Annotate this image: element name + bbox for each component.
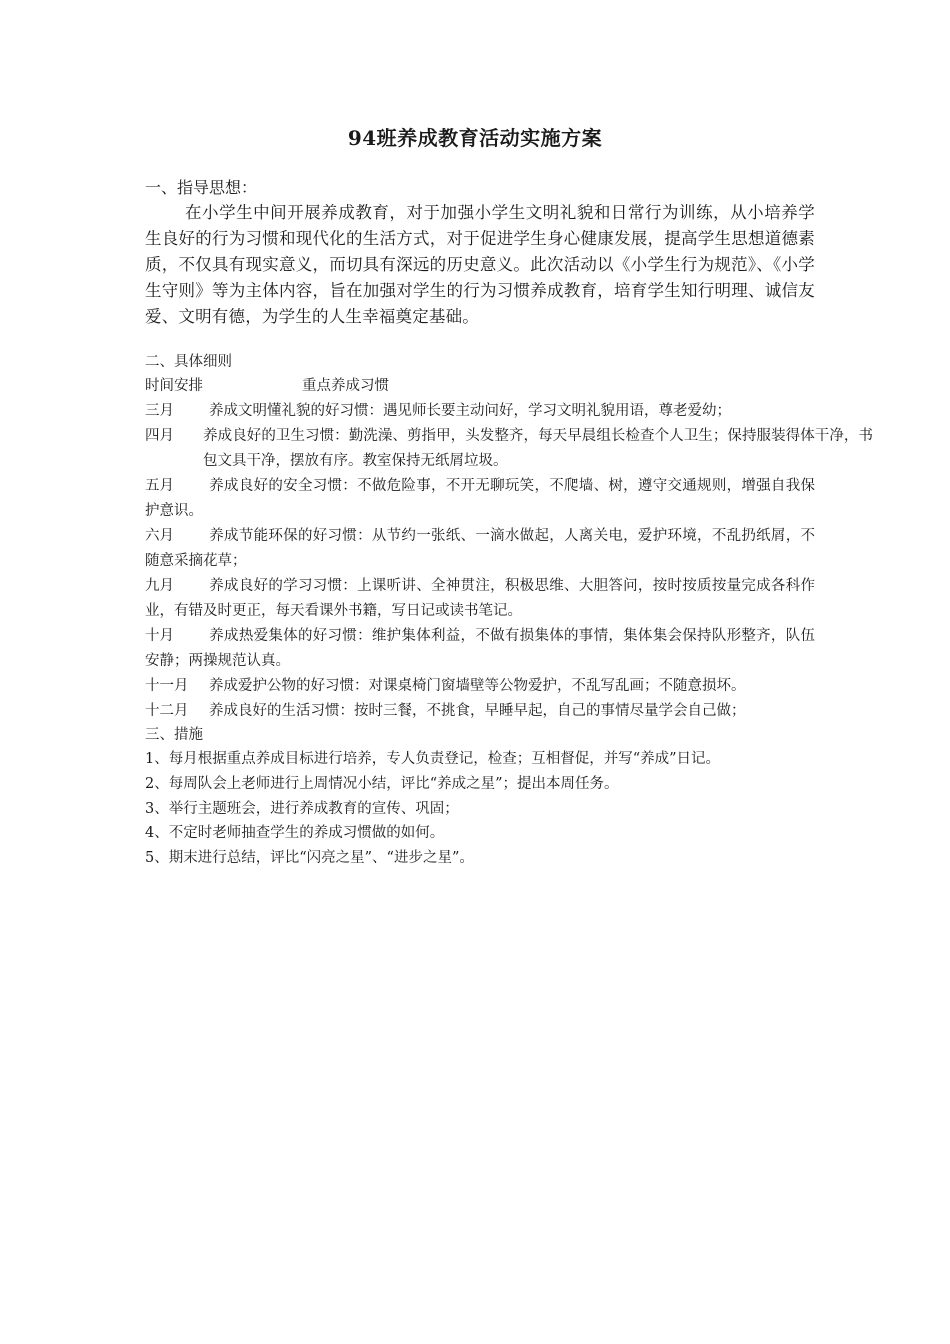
month-text: 养成良好的学习习惯：上课听讲、全神贯注，积极思维、大胆答问，按时按质按量完成各科作业，有错及时更正，每天看课外书籍，写日记或读书笔记。 [145,578,815,619]
month-text: 养成良好的卫生习惯：勤洗澡、剪指甲，头发整齐，每天早晨组长检查个人卫生；保持服装得体干净，书包文具干净，摆放有序。教室保持无纸屑垃圾。 [203,428,873,469]
measure-item: 4、不定时老师抽查学生的养成习惯做的如何。 [145,825,445,841]
month-label: 十月 [145,628,174,644]
month-label: 三月 [145,403,174,419]
col-habit-label: 重点养成习惯 [302,378,389,394]
schedule-header [145,374,815,398]
col-time-label: 时间安排 [145,378,203,394]
month-item [145,474,815,524]
document-title: 94班养成教育活动实施方案 [347,126,603,150]
measure-item: 5、期末进行总结，评比“闪亮之星”、“进步之星”。 [145,850,474,866]
month-label: 十二月 [145,703,189,719]
section3-heading: 三、措施 [145,727,203,743]
section1-heading: 一、指导思想： [145,178,258,197]
measure-item: 1、每月根据重点养成目标进行培养，专人负责登记，检查；互相督促，并写“养成”日记。 [145,751,721,767]
month-text: 养成良好的生活习惯：按时三餐，不挑食，早睡早起，自己的事情尽量学会自己做； [209,703,746,719]
month-item [145,399,815,424]
month-text: 养成节能环保的好习惯：从节约一张纸、一滴水做起，人离关电，爱护环境，不乱扔纸屑，不随意采摘花草； [145,528,815,569]
month-text: 养成良好的安全习惯：不做危险事，不开无聊玩笑，不爬墙、树，遵守交通规则，增强自我保护意识。 [145,478,815,519]
month-label: 六月 [145,528,174,544]
measure-item: 3、举行主题班会，进行养成教育的宣传、巩固； [145,801,459,817]
month-item [145,424,873,474]
month-item [145,524,815,574]
month-text: 养成文明懂礼貌的好习惯：遇见师长要主动问好，学习文明礼貌用语，尊老爱幼； [209,403,731,419]
month-item [145,674,815,699]
month-item [145,624,815,674]
month-item [145,699,815,724]
month-item [145,574,815,624]
measure-item: 2、每周队会上老师进行上周情况小结，评比“养成之星”；提出本周任务。 [145,776,619,792]
month-label: 四月 [145,428,174,444]
month-text: 养成爱护公物的好习惯：对课桌椅门窗墙壁等公物爱护，不乱写乱画；不随意损坏。 [209,678,746,694]
month-label: 五月 [145,478,174,494]
month-label: 九月 [145,578,174,594]
section1-body: 在小学生中间开展养成教育，对于加强小学生文明礼貌和日常行为训练，从小培养学生良好的行为习惯和现代化的生活方式，对于促进学生身心健康发展，提高学生思想道德素质，不仅具有现实意义，而切具有深远的历史意义。此次活动以《小学生行为规范》、《小学生守则》等为主体内容，旨在加强对学生的行为习惯养成教育，培育学生知行明理、诚信友爱、文明有德，为学生的人生幸福奠定基础。 [145,203,815,326]
section2-heading: 二、具体细则 [145,354,232,370]
month-label: 十一月 [145,678,189,694]
month-text: 养成热爱集体的好习惯：维护集体利益，不做有损集体的事情，集体集会保持队形整齐，队伍安静；两操规范认真。 [145,628,815,669]
